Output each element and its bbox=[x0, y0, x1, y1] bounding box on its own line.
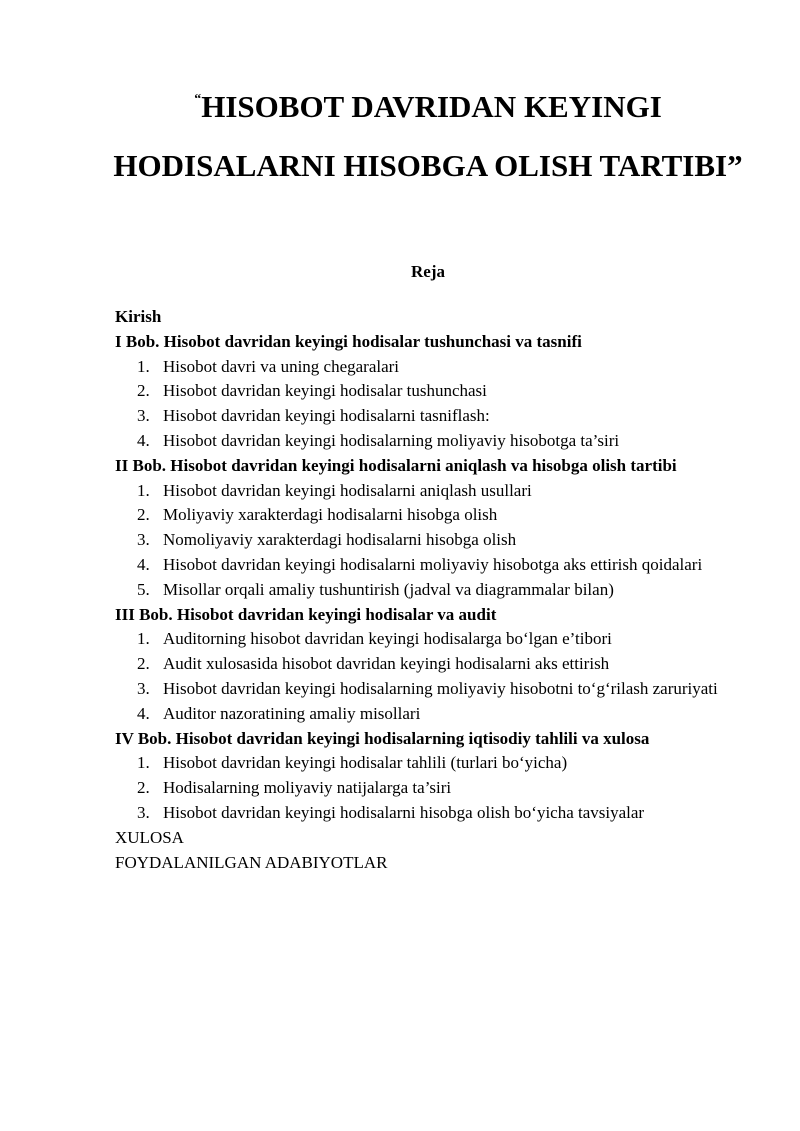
list-item bbox=[115, 776, 743, 801]
item-number: 2. bbox=[137, 381, 150, 401]
item-text: Hisobot davridan keyingi hodisalar tushunchasi bbox=[163, 381, 487, 401]
item-text: Hisobot davri va uning chegaralari bbox=[163, 356, 400, 376]
item-text: Auditor nazoratining amaliy misollari bbox=[163, 703, 421, 723]
item-number: 3. bbox=[137, 406, 150, 426]
item-text: Hisobot davridan keyingi hodisalarni hisobga olish bo‘yicha tavsiyalar bbox=[163, 802, 645, 822]
item-number: 4. bbox=[137, 703, 150, 723]
list-item bbox=[115, 677, 743, 702]
item-text: Hisobot davridan keyingi hodisalarning moliyaviy hisobotga ta’siri bbox=[163, 430, 620, 450]
item-number: 1. bbox=[137, 629, 150, 649]
list-item bbox=[115, 801, 743, 826]
list-item bbox=[115, 652, 743, 677]
item-text: Auditorning hisobot davridan keyingi hodisalarga bo‘lgan e’tibori bbox=[163, 629, 612, 649]
title-text: HISOBOT DAVRIDAN KEYINGI HODISALARNI HISOBGA OLISH TARTIBI” bbox=[113, 89, 743, 183]
item-text: Hisobot davridan keyingi hodisalarni aniqlash usullari bbox=[163, 480, 532, 500]
item-number: 1. bbox=[137, 753, 150, 773]
item-number: 2. bbox=[137, 505, 150, 525]
chapter-1-title: I Bob. Hisobot davridan keyingi hodisalar tushunchasi va tasnifi bbox=[115, 331, 582, 351]
chapter-4-title: IV Bob. Hisobot davridan keyingi hodisalarning iqtisodiy tahlili va xulosa bbox=[115, 728, 650, 748]
item-text: Hodisalarning moliyaviy natijalarga ta’siri bbox=[163, 778, 452, 798]
list-item bbox=[115, 429, 743, 454]
item-text: Hisobot davridan keyingi hodisalarni tasniflash: bbox=[163, 406, 490, 426]
conclusion-heading: XULOSA bbox=[115, 827, 184, 847]
chapter-2-list bbox=[115, 479, 743, 603]
item-number: 2. bbox=[137, 778, 150, 798]
item-number: 3. bbox=[137, 678, 150, 698]
list-item bbox=[115, 503, 743, 528]
item-text: Hisobot davridan keyingi hodisalarning moliyaviy hisobotni to‘g‘rilash zaruriyati bbox=[163, 678, 718, 698]
references-heading: FOYDALANILGAN ADABIYOTLAR bbox=[115, 852, 388, 872]
plan-heading: Reja bbox=[411, 262, 445, 281]
title-open-quote: “ bbox=[194, 92, 202, 107]
document-title bbox=[100, 70, 756, 195]
item-number: 4. bbox=[137, 430, 150, 450]
list-item bbox=[115, 404, 743, 429]
list-item bbox=[115, 528, 743, 553]
item-number: 3. bbox=[137, 802, 150, 822]
chapter-1-list bbox=[115, 355, 743, 454]
list-item bbox=[115, 702, 743, 727]
item-text: Audit xulosasida hisobot davridan keyingi hodisalarni aks ettirish bbox=[163, 654, 610, 674]
list-item bbox=[115, 553, 743, 578]
item-text: Moliyaviy xarakterdagi hodisalarni hisobga olish bbox=[163, 505, 498, 525]
intro-heading: Kirish bbox=[115, 307, 162, 326]
item-number: 2. bbox=[137, 654, 150, 674]
item-number: 3. bbox=[137, 530, 150, 550]
list-item bbox=[115, 355, 743, 380]
chapter-2-title: II Bob. Hisobot davridan keyingi hodisalarni aniqlash va hisobga olish tartibi bbox=[115, 455, 677, 475]
item-text: Nomoliyaviy xarakterdagi hodisalarni hisobga olish bbox=[163, 530, 517, 550]
item-text: Hisobot davridan keyingi hodisalarni moliyaviy hisobotga aks ettirish qoidalari bbox=[163, 554, 703, 574]
item-number: 1. bbox=[137, 356, 150, 376]
list-item bbox=[115, 578, 743, 603]
list-item bbox=[115, 479, 743, 504]
item-number: 1. bbox=[137, 480, 150, 500]
chapter-4-list bbox=[115, 751, 743, 825]
item-text: Misollar orqali amaliy tushuntirish (jadval va diagrammalar bilan) bbox=[163, 579, 614, 599]
table-of-contents bbox=[115, 305, 743, 875]
item-number: 4. bbox=[137, 554, 150, 574]
chapter-3-list bbox=[115, 627, 743, 726]
list-item bbox=[115, 627, 743, 652]
item-text: Hisobot davridan keyingi hodisalar tahlili (turlari bo‘yicha) bbox=[163, 753, 568, 773]
chapter-3-title: III Bob. Hisobot davridan keyingi hodisalar va audit bbox=[115, 604, 497, 624]
list-item bbox=[115, 379, 743, 404]
list-item bbox=[115, 751, 743, 776]
item-number: 5. bbox=[137, 579, 150, 599]
